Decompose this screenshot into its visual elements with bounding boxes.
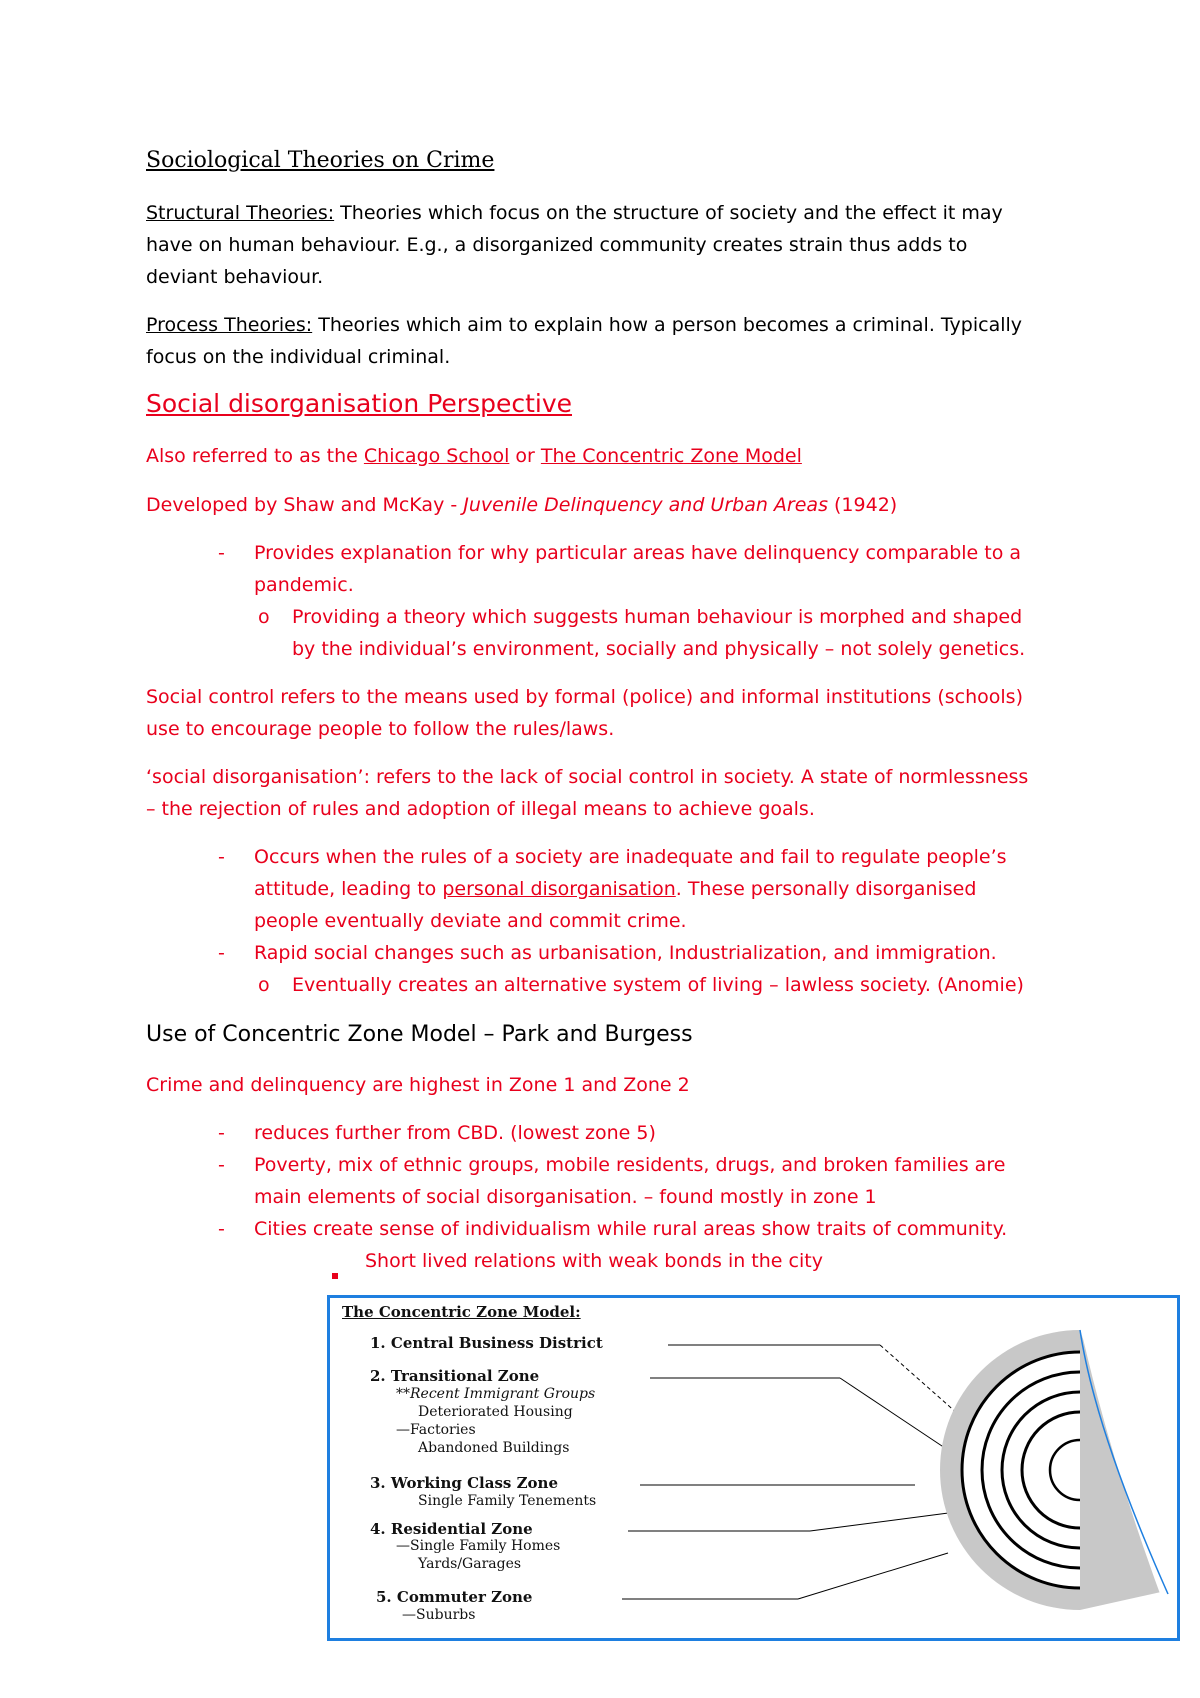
disorg-line1: ‘social disorganisation’: refers to the lack of social control in society. A state of normlessness <box>146 766 1029 788</box>
leader-dash-zone4 <box>810 1512 956 1531</box>
zone2-item: Abandoned Buildings <box>418 1440 570 1456</box>
structural-label: Structural Theories: <box>146 202 335 224</box>
social-control-line2: use to encourage people to follow the rules/laws. <box>146 718 615 740</box>
zone2-item: Deteriorated Housing <box>418 1404 573 1420</box>
sub1-line1: Providing a theory which suggests human behaviour is morphed and shaped <box>292 606 1023 628</box>
bullet2-prefix: attitude, leading to <box>254 878 443 900</box>
sub-bullet-circle: o <box>258 974 270 996</box>
bullet-dash: - <box>218 542 225 564</box>
sub2-line: Eventually creates an alternative system of living – lawless society. (Anomie) <box>292 974 1024 996</box>
sub-bullet-circle: o <box>258 606 270 628</box>
zone4-item: Yards/Garages <box>418 1556 522 1572</box>
bullet2-line2 <box>254 873 976 905</box>
zone4-label: 4. Residential Zone <box>370 1520 533 1538</box>
bullet2-line3: people eventually deviate and commit crime. <box>254 910 687 932</box>
section-heading-social-disorganisation: Social disorganisation Perspective <box>146 389 572 418</box>
zone5-label: 5. Commuter Zone <box>376 1588 533 1606</box>
bullet2-suffix: . These personally disorganised <box>675 878 977 900</box>
zone2-item: **Recent Immigrant Groups <box>396 1386 596 1402</box>
social-control-line1: Social control refers to the means used by formal (police) and informal institutions (schools) <box>146 686 1023 708</box>
zone1-label: 1. Central Business District <box>370 1334 603 1352</box>
s2-square-sub: Short lived relations with weak bonds in the city <box>365 1250 823 1272</box>
concentric-zone-link: The Concentric Zone Model <box>540 445 802 467</box>
also-mid: or <box>509 445 541 467</box>
structural-paragraph <box>146 197 1003 229</box>
zone4-item: —Single Family Homes <box>396 1538 561 1554</box>
structural-line1: Theories which focus on the structure of society and the effect it may <box>334 202 1003 224</box>
process-line2: focus on the individual criminal. <box>146 346 451 368</box>
figure-title: The Concentric Zone Model: <box>342 1303 581 1321</box>
book-title: Juvenile Delinquency and Urban Areas <box>463 494 828 516</box>
dev-prefix: Developed by Shaw and McKay - <box>146 494 464 516</box>
developed-by-line <box>146 489 897 521</box>
structural-line2: have on human behaviour. E.g., a disorganized community creates strain thus adds to <box>146 234 968 256</box>
zone2-label: 2. Transitional Zone <box>370 1367 540 1385</box>
bullet1-line1: Provides explanation for why particular areas have delinquency comparable to a <box>254 542 1022 564</box>
bullet3-line: Rapid social changes such as urbanisation, Industrialization, and immigration. <box>254 942 997 964</box>
section-heading-concentric-zone: Use of Concentric Zone Model – Park and Burgess <box>146 1022 693 1047</box>
bullet-dash: - <box>218 942 225 964</box>
bullet-dash: - <box>218 1122 225 1144</box>
concentric-zone-figure <box>327 1295 1180 1641</box>
bullet-dash: - <box>218 1154 225 1176</box>
square-bullet-icon <box>332 1257 338 1289</box>
leader-dash-zone5 <box>798 1553 948 1599</box>
s2-bullet1: reduces further from CBD. (lowest zone 5) <box>254 1122 656 1144</box>
also-prefix: Also referred to as the <box>146 445 364 467</box>
bullet-dash: - <box>218 846 225 868</box>
bullet-dash: - <box>218 1218 225 1240</box>
process-label: Process Theories: <box>146 314 313 336</box>
process-line1: Theories which aim to explain how a person becomes a criminal. Typically <box>312 314 1023 336</box>
crime-highest-line: Crime and delinquency are highest in Zone 1 and Zone 2 <box>146 1074 690 1096</box>
s2-bullet2-line1: Poverty, mix of ethnic groups, mobile residents, drugs, and broken families are <box>254 1154 1006 1176</box>
s2-bullet3: Cities create sense of individualism while rural areas show traits of community. <box>254 1218 1008 1240</box>
bullet2-line1: Occurs when the rules of a society are inadequate and fail to regulate people’s <box>254 846 1007 868</box>
zone5-item: —Suburbs <box>402 1607 476 1623</box>
page-title: Sociological Theories on Crime <box>146 148 495 173</box>
s2-bullet2-line2: main elements of social disorganisation. – found mostly in zone 1 <box>254 1186 877 1208</box>
zone3-item: Single Family Tenements <box>418 1493 597 1509</box>
structural-line3: deviant behaviour. <box>146 266 324 288</box>
zone3-label: 3. Working Class Zone <box>370 1474 558 1492</box>
disorg-line2: – the rejection of rules and adoption of illegal means to achieve goals. <box>146 798 815 820</box>
concentric-zone-diagram <box>330 1298 1177 1638</box>
zone2-item: —Factories <box>396 1422 476 1438</box>
process-paragraph <box>146 309 1022 341</box>
chicago-school-link: Chicago School <box>363 445 510 467</box>
personal-disorganisation-link: personal disorganisation <box>442 878 676 900</box>
dev-suffix: (1942) <box>827 494 898 516</box>
bullet1-line2: pandemic. <box>254 574 354 596</box>
sub1-line2: by the individual’s environment, socially and physically – not solely genetics. <box>292 638 1026 660</box>
also-referred-line <box>146 440 802 472</box>
